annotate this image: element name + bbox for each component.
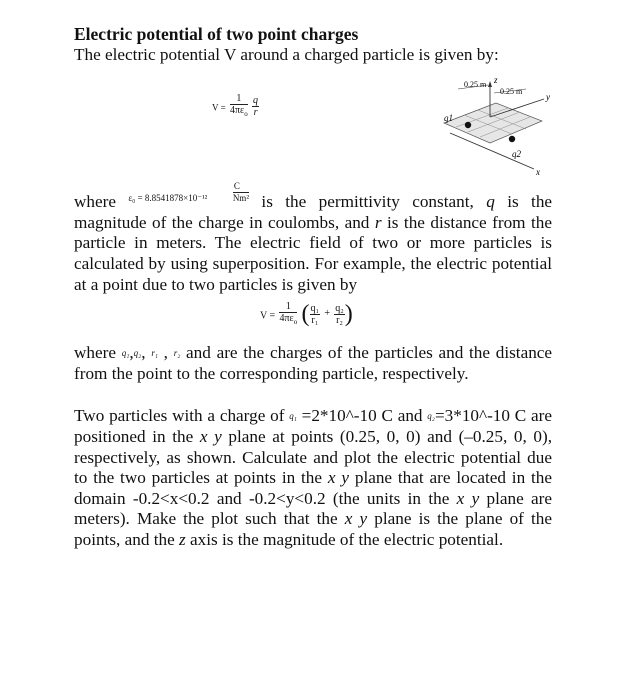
potential-equation: V = $\frac{1}{4\pi\varepsilon_o}$ $\frac{q}{r}$ [212, 93, 259, 119]
q2-label: q2 [512, 149, 521, 160]
page-title: Electric potential of two point charges [74, 24, 359, 44]
dimension-label: 0.25 m [464, 80, 487, 90]
intro-text: The electric potential V around a charged particle is given by: [74, 44, 499, 64]
superposition-equation: V = $\frac{1}{4\pi\varepsilon_o}$ ( $\frac{\text{q₁}}{\text{r₁}}$ + $\frac{\text{q₂}}{\text{r₂}}$ ) [260, 301, 353, 328]
variables-paragraph: where q₁,q₂, r₁ , r₂ and are the charges of the particles and the distance from the point to the corresponding particle, respectively. [74, 343, 553, 383]
permittivity-paragraph: where ε₀ = 8.8541878×10⁻¹² $\frac{C}{\text{Nm²}}$ is the permittivity constant, q is the magnitude of the charge in coulombs, and r is the distance from the particle in meters. The electric field of two or more particles is calculated by using superposition. For example, the electric potential at a point due to two particles is given by [74, 181, 553, 294]
problem-paragraph: Two particles with a charge of q₁ =2*10^-10 C and q₂=3*10^-10 C are positioned in the x y plane at points (0.25, 0, 0) and (–0.25, 0, 0), respectively, as shown. Calculate and plot the electric potential due to the two particles at points in the x y plane that are located in the domain -0.2<x<0.2 and -0.2<y<0.2 (the units in the x y plane are meters). Make the plot such that the x y plane is the plane of the points, and the z axis is the magnitude of the electric potential. [74, 406, 553, 549]
x-axis-label: x [536, 167, 540, 178]
document-page [74, 24, 552, 551]
y-axis-label: y [546, 92, 550, 103]
dimension-label: 0.25 m [500, 87, 523, 97]
z-axis-label: z [494, 77, 498, 86]
equation-figure-row [74, 65, 552, 181]
q2-point [509, 136, 515, 142]
q1-point [465, 122, 471, 128]
q1-label: q1 [444, 113, 453, 124]
charge-diagram [408, 77, 556, 177]
